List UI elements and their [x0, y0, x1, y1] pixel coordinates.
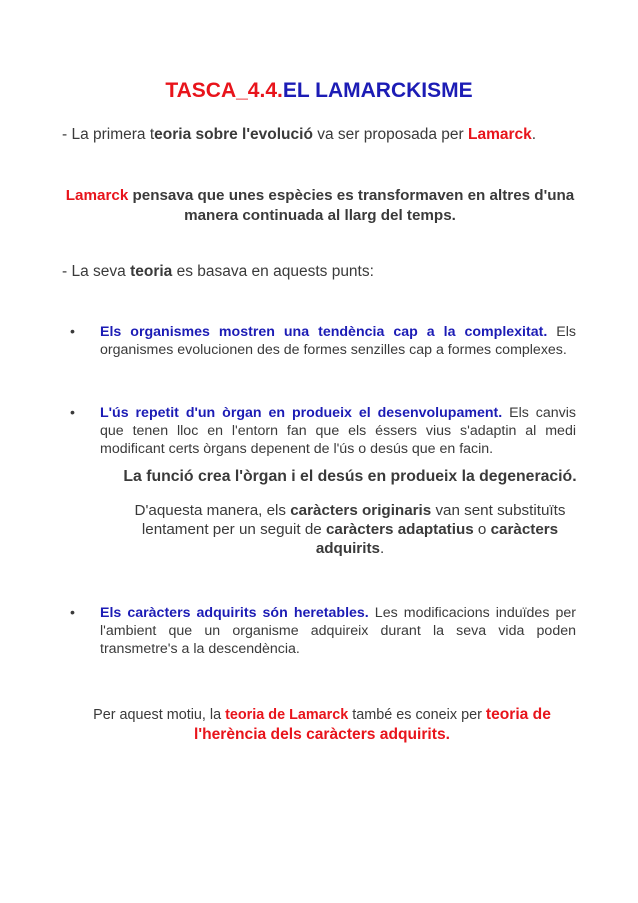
title-suffix: EL LAMARCKISME [282, 79, 473, 102]
intro-lamarck: Lamarck [468, 126, 532, 143]
note2-text-5: o [473, 521, 491, 538]
lamarck-name: Lamarck [65, 187, 129, 204]
intro-paragraph [62, 125, 602, 144]
closing-text-2: teoria de Lamarck [225, 707, 349, 723]
bullet-heading: L'ús repetit d'un òrgan en produeix el desenvolupament. [100, 405, 503, 421]
note2-text-2: caràcters originaris [290, 502, 432, 519]
note2-text-4: caràcters adaptatius [325, 521, 474, 538]
closing-paragraph [62, 705, 582, 745]
characters-note [120, 501, 580, 558]
list-item [70, 604, 576, 658]
closing-text-3: també es coneix per [348, 707, 486, 723]
bullet-marker: • [70, 605, 75, 621]
bullet-body: Els organismes evolucionen des de formes senzilles cap a formes complexes. [100, 324, 576, 358]
note2-text-3: van sent substituïts lentament per un seguit de [141, 502, 566, 538]
page-title [0, 78, 638, 104]
note2-text-7: . [379, 540, 385, 557]
list-item [70, 404, 576, 458]
bullet-heading: Els caràcters adquirits són heretables. [100, 605, 369, 621]
lamarck-paragraph [60, 186, 580, 226]
list-item [70, 323, 576, 359]
intro-text-5: . [531, 126, 537, 143]
lead-paragraph [62, 262, 602, 281]
bullet-body: Les modificacions induïdes per l'ambient que un organisme adquireix durant la seva vida poden transmetre's a la descendència. [100, 605, 576, 657]
intro-text-1: - La primera t [62, 126, 155, 143]
closing-text-4: teoria de l'herència dels caràcters adquirits. [194, 706, 551, 743]
closing-text-1: Per aquest motiu, la [93, 707, 226, 723]
title-prefix: TASCA_4.4. [165, 79, 283, 102]
note2-text-6: caràcters adquirits [315, 521, 559, 557]
note2-text-1: D'aquesta manera, els [134, 502, 291, 519]
lead-text-3: es basava en aquests punts: [172, 263, 374, 280]
lamarck-text: pensava que unes espècies es transformaven en altres d'una manera continuada al llarg del temps. [128, 187, 575, 224]
bullet-heading: Els organismes mostren una tendència cap a la complexitat. [100, 324, 548, 340]
bullet-marker: • [70, 324, 75, 340]
lead-text-1: - La seva [62, 263, 131, 280]
intro-text-2: eoria sobre l'evolució [154, 126, 313, 143]
function-organ-note: La funció crea l'òrgan i el desús en produeix la degeneració. [123, 468, 577, 485]
lead-text-2: teoria [130, 263, 173, 280]
intro-text-3: va ser proposada per [312, 126, 469, 143]
bullet-marker: • [70, 405, 75, 421]
bullet-body: Els canvis que tenen lloc en l'entorn fan que els éssers vius s'adaptin al medi modificant certs òrgans depenent de l'ús o desús que en facin. [100, 405, 576, 457]
